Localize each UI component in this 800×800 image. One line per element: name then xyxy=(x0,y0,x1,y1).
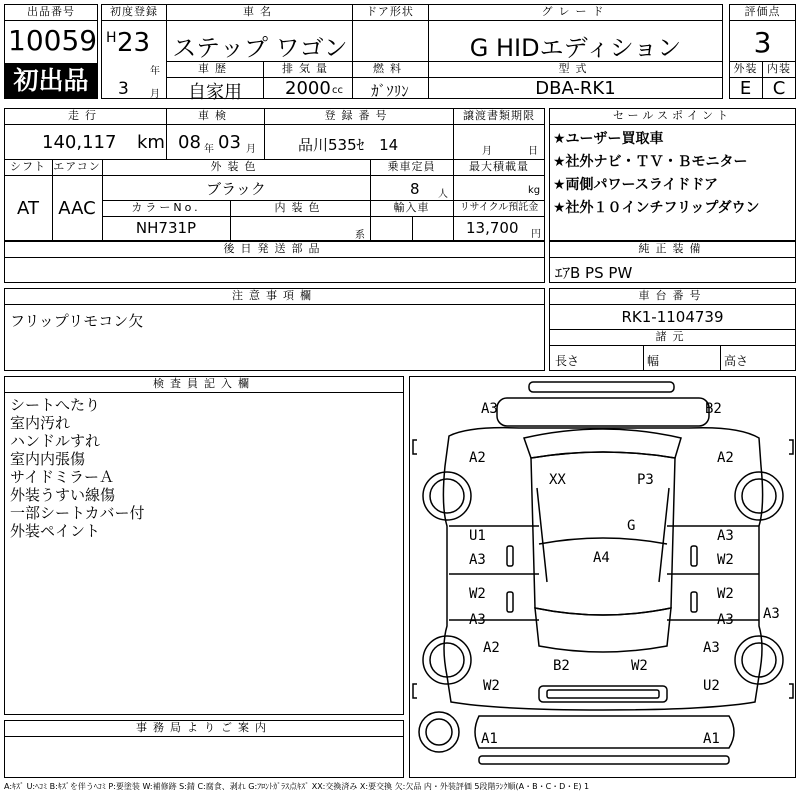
int-color-header: 内装色 xyxy=(274,201,326,214)
mark-front-fender-left: A2 xyxy=(469,450,486,466)
mark-windshield-right: P3 xyxy=(637,472,654,488)
import-header: 輸入車 xyxy=(393,201,430,214)
color-no-value: NH731P xyxy=(135,219,197,237)
mark-glass: G xyxy=(627,518,636,534)
inspector-header: 検査員記入欄 xyxy=(153,377,255,390)
fuel-header: 燃料 xyxy=(373,62,407,75)
history-value: 自家用 xyxy=(188,82,242,103)
grade-value: G HIDエディション xyxy=(469,34,682,62)
later-parts-header: 後日発送部品 xyxy=(223,242,326,255)
mark-rear-left-lower: W2 xyxy=(483,678,500,694)
history-header: 車歴 xyxy=(198,62,232,75)
color-no-header: カラーNo. xyxy=(131,201,201,214)
lot-number: 10059 xyxy=(8,24,98,57)
equipment-header: 純正装備 xyxy=(638,242,707,255)
front-bumper-shape xyxy=(529,382,674,392)
mileage-value: 140,117 xyxy=(42,132,117,153)
sales-points-header: セールスポイント xyxy=(612,109,732,122)
inspection-month-unit: 月 xyxy=(246,144,256,155)
car-name: ステップ ワゴン xyxy=(172,34,348,62)
transfer-month-unit: 月 xyxy=(482,146,492,157)
inspection-year-unit: 年 xyxy=(204,144,214,155)
mark-tailgate-left: B2 xyxy=(553,658,570,674)
spare-wheel-icon xyxy=(419,712,459,752)
lot-header: 出品番号 xyxy=(27,5,75,18)
dims-length: 長さ xyxy=(555,354,580,368)
first-listing-badge: 初出品 xyxy=(4,63,98,99)
sales-point-item: ★ユーザー買取車 xyxy=(553,131,664,147)
plate-value: 品川535ｾ 14 xyxy=(298,136,399,154)
car-body-shape xyxy=(443,428,762,710)
rear-bumper-shape xyxy=(475,716,734,748)
mark-roof: A4 xyxy=(593,550,610,566)
aircon-header: エアコン xyxy=(53,160,101,173)
mark-rear-bumper-left: A1 xyxy=(481,731,498,747)
mark-right-front-door-1: A3 xyxy=(717,528,734,544)
door-header: ドア形状 xyxy=(366,5,414,18)
equipment-value: ｴｱB PS PW xyxy=(555,264,633,282)
aircon-value: AAC xyxy=(58,198,96,219)
sales-point-item: ★両側パワースライドドア xyxy=(553,177,719,193)
transfer-day-unit: 日 xyxy=(528,146,538,157)
chassis-header: 車台番号 xyxy=(638,289,707,302)
recycle-value: 13,700 xyxy=(466,219,519,237)
grade-header: グレード xyxy=(541,5,610,18)
shift-header: シフト xyxy=(10,160,46,173)
first-reg-header: 初度登録 xyxy=(110,5,158,18)
mark-tailgate-right: W2 xyxy=(631,658,648,674)
max-load-unit: kg xyxy=(528,185,541,196)
first-reg-era: H xyxy=(106,30,117,46)
dims-header: 諸元 xyxy=(655,330,690,343)
notes-value: フリップリモコン欠 xyxy=(10,312,144,330)
inspector-line: サイドミラーＡ xyxy=(10,468,114,486)
shift-value: AT xyxy=(17,198,39,219)
mark-right-rear-door-2: A3 xyxy=(717,612,734,628)
rating-header: 評価点 xyxy=(744,5,781,18)
interior-rating: C xyxy=(772,78,786,99)
mark-left-rear-door-2: A3 xyxy=(469,612,486,628)
dims-height: 高さ xyxy=(724,354,749,368)
inspector-line: 外装ペイント xyxy=(10,522,101,540)
mark-rear-right-lower: U2 xyxy=(703,678,720,694)
transfer-deadline-header: 譲渡書類期限 xyxy=(463,109,535,122)
notes-header: 注意事項欄 xyxy=(232,289,317,302)
mark-front-left: A3 xyxy=(481,401,498,417)
capacity-header: 乗車定員 xyxy=(387,160,436,173)
car-name-header: 車名 xyxy=(243,5,277,18)
fuel-value: ｶﾞｿﾘﾝ xyxy=(371,82,409,100)
inspector-line: 一部シートカバー付 xyxy=(10,504,145,522)
inspector-line: 室内内張傷 xyxy=(10,450,86,468)
mark-right-rear-door-1: W2 xyxy=(717,586,734,602)
office-header: 事務局よりご案内 xyxy=(136,721,272,734)
windshield-shape xyxy=(524,429,681,458)
capacity-unit: 人 xyxy=(438,189,448,200)
inspector-line: シートへたり xyxy=(10,396,101,414)
mark-windshield-left: XX xyxy=(549,472,566,488)
mark-rear-bumper-right: A1 xyxy=(703,731,720,747)
int-color-unit: 系 xyxy=(355,230,365,241)
damage-legend: A:ｷｽﾞ U:ﾍｺﾐ B:ｷｽﾞを伴うﾍｺﾐ P:要塗装 W:補修跡 S:錆 C:腐食、剥れ G:ﾌﾛﾝﾄｶﾞﾗｽ点ｷｽﾞ XX:交換済み X:要交換 欠:欠品 内・外装評価 5段階ﾗﾝｸ順(A・B・C・D・E) 1 xyxy=(4,782,590,791)
recycle-unit: 円 xyxy=(531,229,541,240)
first-reg-year: 23 xyxy=(117,28,151,58)
mark-front-right: B2 xyxy=(705,401,722,417)
front-panel-shape xyxy=(497,398,709,426)
plate-header: 登録番号 xyxy=(324,109,393,122)
sales-point-item: ★社外１０インチフリップダウン xyxy=(553,200,760,216)
ext-color-header: 外装色 xyxy=(210,160,262,173)
capacity-value: 8 xyxy=(410,180,420,198)
inspection-header: 車検 xyxy=(198,109,232,122)
exterior-rating: E xyxy=(739,78,752,99)
inspector-line: 外装うすい線傷 xyxy=(10,486,116,504)
first-reg-year-unit: 年 xyxy=(150,66,160,77)
car-damage-diagram xyxy=(409,376,796,778)
tailgate-shape xyxy=(539,686,667,702)
chassis-value: RK1-1104739 xyxy=(621,308,724,326)
inspection-month: 03 xyxy=(218,132,241,153)
inspector-line: 室内汚れ xyxy=(10,414,71,432)
mark-left-front-door-2: A3 xyxy=(469,552,486,568)
first-reg-month-unit: 月 xyxy=(150,89,160,100)
model-header: 型式 xyxy=(558,62,593,75)
model-value: DBA-RK1 xyxy=(535,78,616,99)
exterior-header: 外装 xyxy=(733,62,758,75)
sales-point-item: ★社外ナビ・ＴＶ・Ｂモニター xyxy=(553,154,748,170)
mark-left-rear-door-1: W2 xyxy=(469,586,486,602)
mileage-unit: km xyxy=(137,132,165,153)
mark-front-fender-right: A2 xyxy=(717,450,734,466)
max-load-header: 最大積載量 xyxy=(469,160,529,173)
mark-right-side: A3 xyxy=(763,606,780,622)
displacement-value: 2000 xyxy=(285,78,331,99)
first-reg-month: 3 xyxy=(118,79,129,99)
rear-window-shape xyxy=(535,608,671,652)
mark-right-front-door-2: W2 xyxy=(717,552,734,568)
displacement-unit: cc xyxy=(332,85,343,96)
recycle-header: リサイクル預託金 xyxy=(459,202,539,213)
mark-left-front-door-1: U1 xyxy=(469,528,486,544)
inspection-year: 08 xyxy=(178,132,201,153)
mark-rear-fender-right: A3 xyxy=(703,640,720,656)
inspector-line: ハンドルすれ xyxy=(10,432,101,450)
interior-header: 内装 xyxy=(767,62,791,75)
dims-width: 幅 xyxy=(647,354,660,368)
displacement-header: 排気量 xyxy=(282,62,333,75)
ext-color-value: ブラック xyxy=(206,180,266,198)
rating-value: 3 xyxy=(753,26,772,59)
mark-rear-fender-left: A2 xyxy=(483,640,500,656)
mileage-header: 走行 xyxy=(68,109,102,122)
